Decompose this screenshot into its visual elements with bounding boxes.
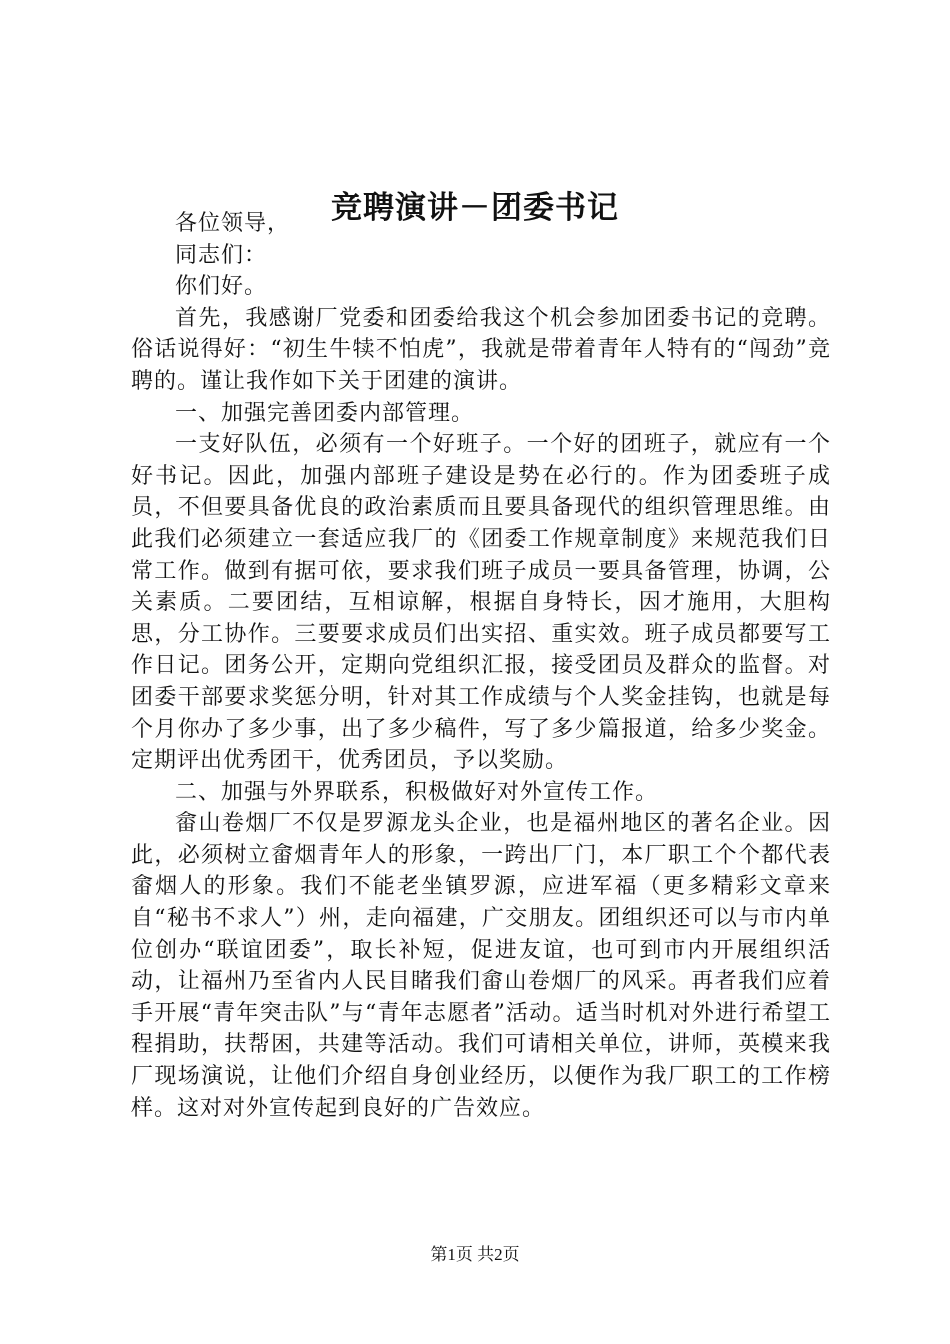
section-heading-2: 二、加强与外界联系，积极做好对外宣传工作。: [175, 779, 659, 805]
document-title: 竞聘演讲－团委书记: [331, 190, 619, 226]
salutation-comrades: 同志们：: [175, 242, 268, 268]
paragraph-section-2: 畲山卷烟厂不仅是罗源龙头企业，也是福州地区的著名企业。因此，必须树立畲烟青年人的形象，一跨出厂门，本厂职工个个都代表畲烟人的形象。我们不能老坐镇罗源，应进军福（更多精彩文章来自“秘书不求人”）州，走向福建，广交朋友。团组织还可以与市内单位创办“联谊团委”，取长补短，促进友谊，也可到市内开展组织活动，让福州乃至省内人民目睹我们畲山卷烟厂的风采。再者我们应着手开展“青年突击队”与“青年志愿者”活动。适当时机对外进行希望工程捐助，扶帮困，共建等活动。我们可请相关单位，讲师，英模来我厂现场演说，让他们介绍自身创业经历，以便作为我厂职工的工作榜样。这对对外宣传起到良好的广告效应。: [131, 811, 831, 1121]
paragraph-intro: 首先，我感谢厂党委和团委给我这个机会参加团委书记的竞聘。俗话说得好：“初生牛犊不怕虎”，我就是带着青年人特有的“闯劲”竞聘的。谨让我作如下关于团建的演讲。: [131, 305, 831, 394]
paragraph-section-1: 一支好队伍，必须有一个好班子。一个好的团班子，就应有一个好书记。因此，加强内部班子建设是势在必行的。作为团委班子成员，不但要具备优良的政治素质而且要具备现代的组织管理思维。由此我们必须建立一套适应我厂的《团委工作规章制度》来规范我们日常工作。做到有据可依，要求我们班子成员一要具备管理，协调，公关素质。二要团结，互相谅解，根据自身特长，因才施用，大胆构思，分工协作。三要要求成员们出实招、重实效。班子成员都要写工作日记。团务公开，定期向党组织汇报，接受团员及群众的监督。对团委干部要求奖惩分明，针对其工作成绩与个人奖金挂钩，也就是每个月你办了多少事，出了多少稿件，写了多少篇报道，给多少奖金。定期评出优秀团干，优秀团员，予以奖励。: [131, 432, 831, 774]
document-body: [131, 208, 831, 1124]
page-footer: 第1页 共2页: [430, 1245, 520, 1264]
salutation-leaders: 各位领导，: [175, 211, 291, 236]
greeting: 你们好。: [175, 274, 268, 300]
section-heading-1: 一、加强完善团委内部管理。: [175, 400, 475, 426]
